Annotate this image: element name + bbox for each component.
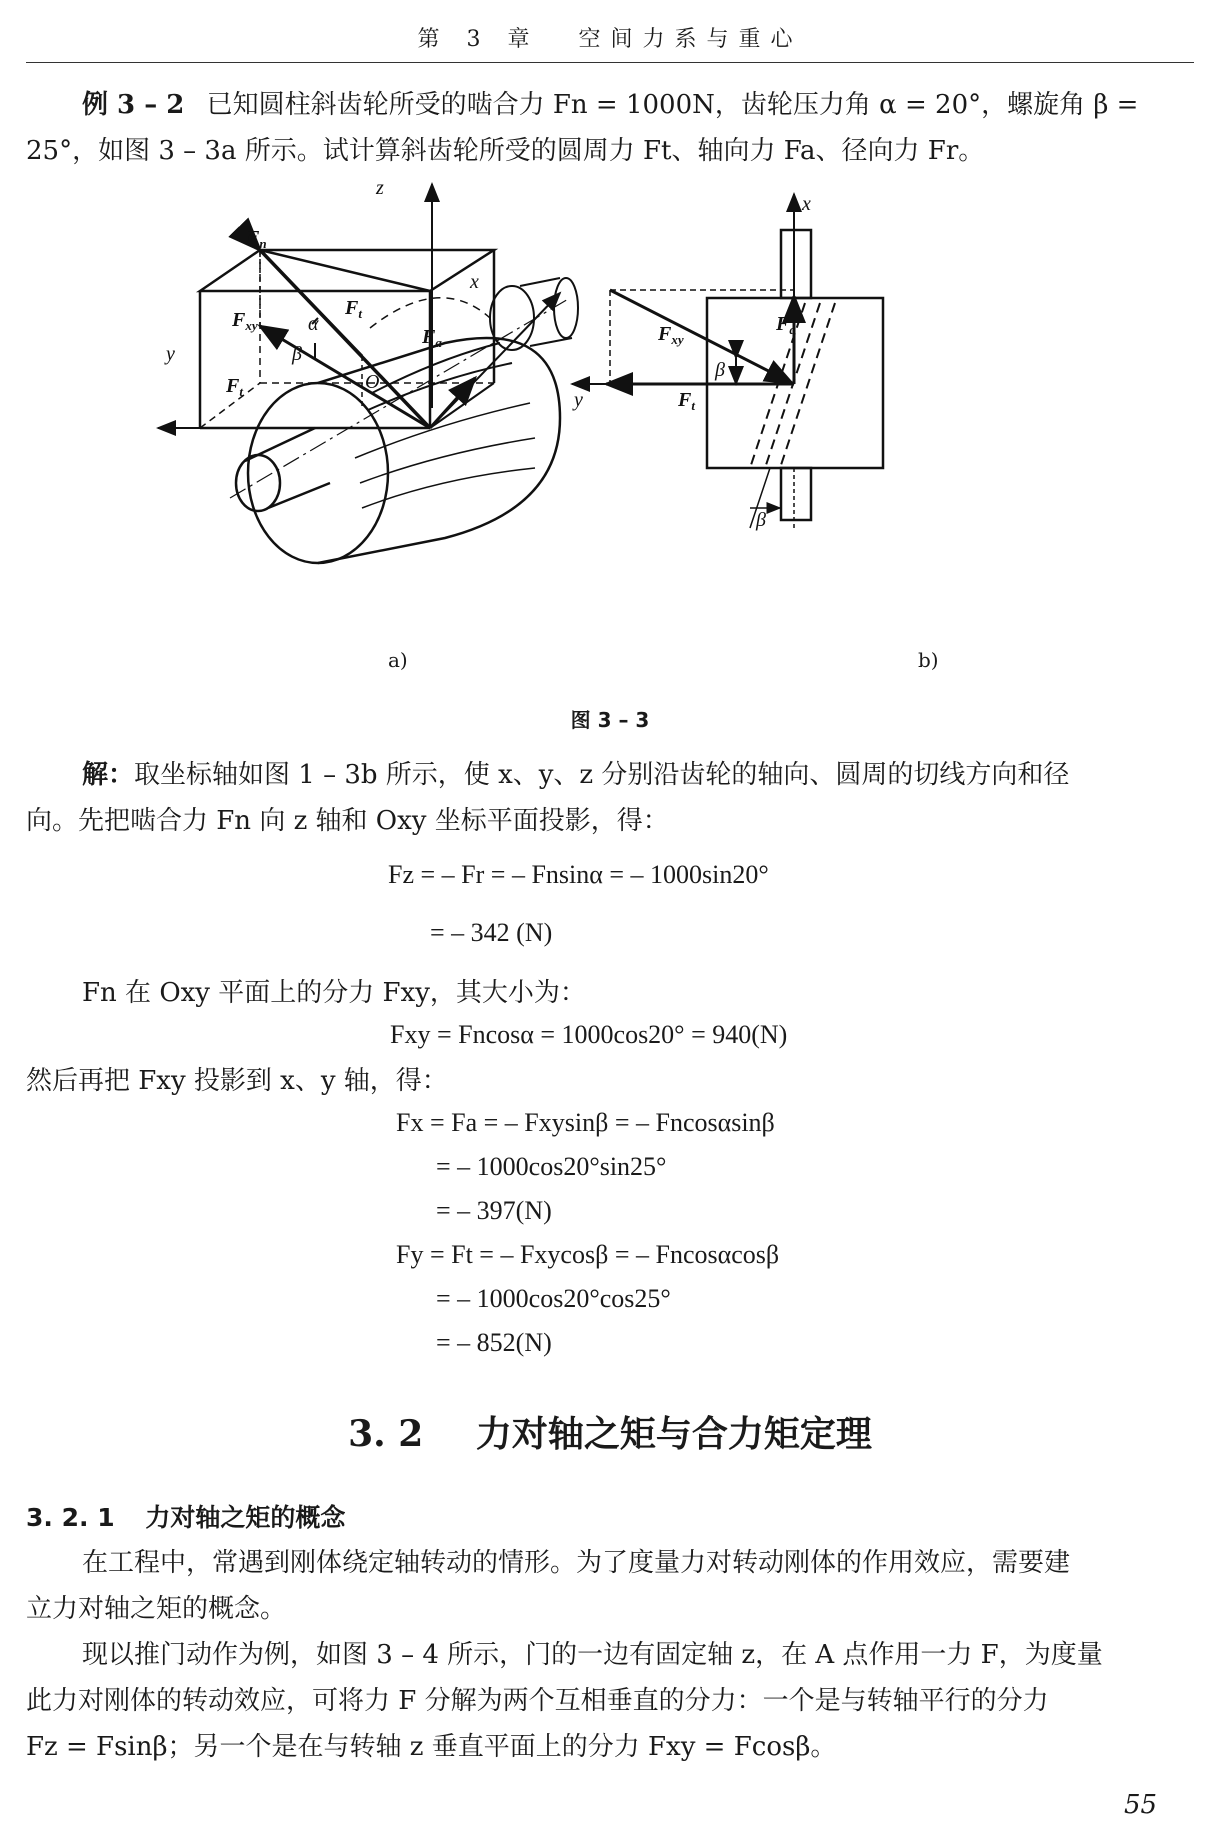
eq-fy-2: = – 1000cos20°cos25° bbox=[436, 1284, 671, 1313]
p2-line-1: 现以推门动作为例，如图 3 – 4 所示，门的一边有固定轴 z，在 A 点作用一力 F，为度量 bbox=[82, 1640, 1103, 1670]
eq-fx-1: Fx = Fa = – Fxysinβ = – Fncosαsinβ bbox=[396, 1108, 775, 1137]
section-title: 力对轴之矩与合力矩定理 bbox=[475, 1413, 872, 1455]
label-fa-a: $F_a$ bbox=[422, 326, 442, 350]
figure-b-labels bbox=[572, 193, 811, 531]
label-y-a: y bbox=[166, 343, 175, 365]
solution-line-1 bbox=[82, 752, 1202, 798]
section-number: 3. 2 bbox=[348, 1413, 424, 1455]
eq-fx-3: = – 397(N) bbox=[436, 1196, 552, 1225]
eq-fz-2: = – 342 (N) bbox=[430, 918, 553, 947]
page-number: 55 bbox=[1124, 1790, 1158, 1820]
figure-b-label: b) bbox=[918, 648, 939, 672]
gear-face bbox=[248, 383, 388, 563]
chapter-title: 空间力系与重心 bbox=[578, 27, 803, 52]
figure-a-label: a) bbox=[388, 648, 408, 672]
figure-caption: 图 3 – 3 bbox=[570, 708, 650, 732]
label-ft-b: $F_t$ bbox=[678, 389, 695, 413]
running-header bbox=[0, 22, 1220, 53]
example-line-2: 25°，如图 3 – 3a 所示。试计算斜齿轮所受的圆周力 Ft、轴向力 Fa、径向力 Fr。 bbox=[26, 136, 985, 166]
fxy-arrow-b bbox=[610, 290, 792, 383]
label-x-a: x bbox=[470, 271, 479, 293]
proj-intro: 然后再把 Fxy 投影到 x、y 轴，得： bbox=[26, 1066, 448, 1096]
label-beta-a: β bbox=[292, 343, 302, 365]
label-fxy-a: $F_{xy}$ bbox=[232, 309, 258, 333]
example-line-1 bbox=[82, 82, 1202, 128]
label-ft-left: $F_t$ bbox=[226, 375, 243, 399]
solution-label: 解： bbox=[82, 760, 135, 790]
label-fxy-b: $F_{xy}$ bbox=[658, 323, 684, 347]
header-rule bbox=[26, 62, 1194, 63]
label-fa-b: $F_a$ bbox=[776, 313, 796, 337]
example-text-1: 已知圆柱斜齿轮所受的啮合力 Fn = 1000N，齿轮压力角 α = 20°，螺旋角 β = bbox=[206, 90, 1139, 120]
eq-fy-3: = – 852(N) bbox=[436, 1328, 552, 1357]
eq-fz-1: Fz = – Fr = – Fnsinα = – 1000sin20° bbox=[388, 860, 769, 889]
label-beta-b-mid: β bbox=[715, 359, 725, 381]
chapter-number: 第 3 章 bbox=[417, 27, 540, 52]
subsection-title: 力对轴之矩的概念 bbox=[145, 1503, 346, 1532]
label-x-b: x bbox=[802, 193, 811, 215]
label-alpha: α bbox=[308, 313, 319, 335]
label-ft-top: $F_t$ bbox=[345, 297, 362, 321]
label-z: z bbox=[376, 178, 384, 199]
figure-3-3 bbox=[140, 178, 1070, 668]
label-beta-b-bottom: β bbox=[756, 509, 766, 531]
eq-fxy: Fxy = Fncosα = 1000cos20° = 940(N) bbox=[390, 1020, 788, 1049]
label-fn: $F_n$ bbox=[246, 227, 267, 251]
subsection-number: 3. 2. 1 bbox=[26, 1503, 115, 1532]
fa-arrow bbox=[430, 378, 475, 428]
fxy-intro: Fn 在 Oxy 平面上的分力 Fxy，其大小为： bbox=[82, 978, 586, 1008]
section-heading bbox=[0, 1406, 1220, 1457]
example-label: 例 3 – 2 bbox=[82, 90, 185, 120]
solution-text-1: 取坐标轴如图 1 – 3b 所示，使 x、y、z 分别沿齿轮的轴向、圆周的切线方向和径 bbox=[134, 760, 1070, 790]
label-y-b: y bbox=[574, 389, 583, 411]
eq-fy-1: Fy = Ft = – Fxycosβ = – Fncosαcosβ bbox=[396, 1240, 780, 1269]
p2-line-2: 此力对刚体的转动效应，可将力 F 分解为两个互相垂直的分力：一个是与转轴平行的分力 bbox=[26, 1686, 1049, 1716]
subsection-heading bbox=[26, 1498, 345, 1534]
p2-line-3: Fz = Fsinβ；另一个是在与转轴 z 垂直平面上的分力 Fxy = Fcosβ。 bbox=[26, 1732, 837, 1762]
p1-line-1: 在工程中，常遇到刚体绕定轴转动的情形。为了度量力对转动刚体的作用效应，需要建 bbox=[82, 1548, 1071, 1578]
eq-fx-2: = – 1000cos20°sin25° bbox=[436, 1152, 667, 1181]
figure-b bbox=[572, 194, 883, 528]
solution-line-2: 向。先把啮合力 Fn 向 z 轴和 Oxy 坐标平面投影，得： bbox=[26, 806, 669, 836]
p1-line-2: 立力对轴之矩的概念。 bbox=[26, 1594, 287, 1624]
label-o: O bbox=[365, 371, 380, 393]
